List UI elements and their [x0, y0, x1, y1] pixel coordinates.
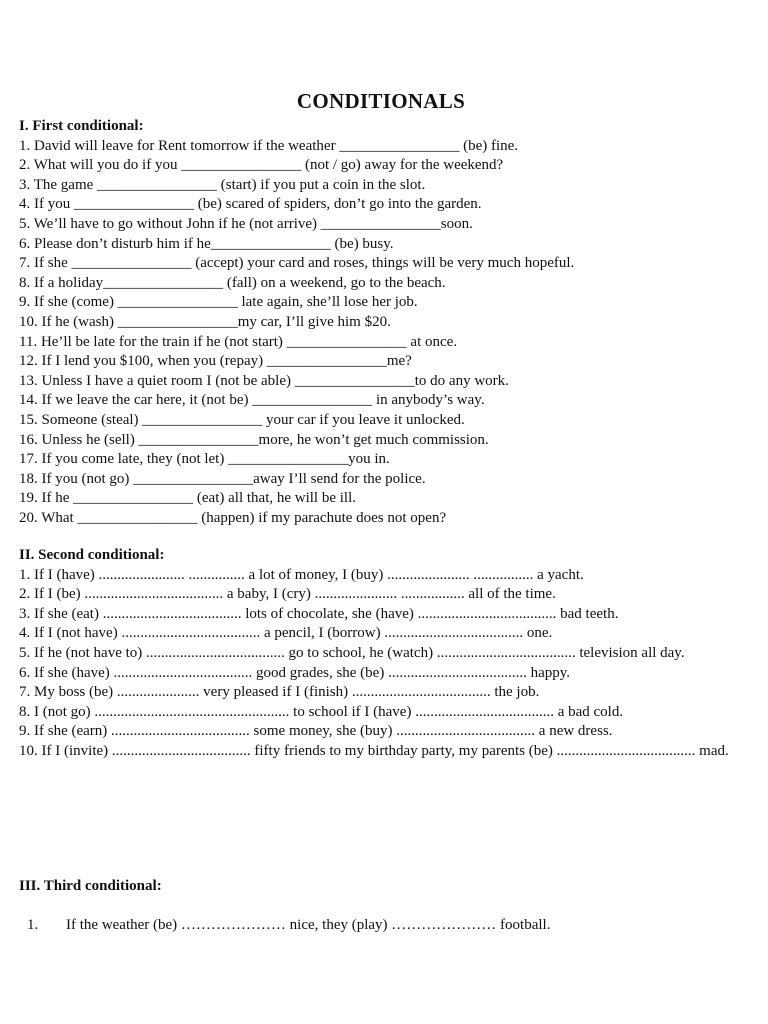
exercise-item: 12. If I lend you $100, when you (repay) ________________me? — [19, 353, 412, 370]
exercise-item: 8. I (not go) .................................................... to school if I (have) ..................................... a bad cold. — [19, 703, 624, 720]
exercise-item: 8. If a holiday________________ (fall) on a weekend, go to the beach. — [19, 274, 446, 291]
exercise-item: 7. If she ________________ (accept) your card and roses, things will be very much hopeful. — [19, 255, 575, 272]
first-conditional-section — [19, 117, 734, 528]
exercise-item: 4. If I (not have) ..................................... a pencil, I (borrow) ..................................... one. — [19, 625, 553, 642]
exercise-item: 5. We’ll have to go without John if he (not arrive) ________________soon. — [19, 215, 473, 232]
exercise-item: 3. If she (eat) ..................................... lots of chocolate, she (have) ..................................... bad teeth. — [19, 605, 619, 622]
exercise-item: 6. If she (have) ..................................... good grades, she (be) ..................................... happy. — [19, 664, 571, 681]
section-heading-third-conditional: III. Third conditional: — [19, 878, 162, 894]
exercise-item: 2. What will you do if you ________________ (not / go) away for the weekend? — [19, 157, 504, 174]
exercise-item: 13. Unless I have a quiet room I (not be able) ________________to do any work. — [19, 372, 509, 389]
exercise-item: 2. If I (be) ..................................... a baby, I (cry) ...................... ................. all of the time. — [19, 586, 556, 603]
exercise-item: 7. My boss (be) ...................... very pleased if I (finish) ..................................... the job. — [19, 684, 540, 701]
exercise-item: 18. If you (not go) ________________away I’ll send for the police. — [19, 470, 426, 487]
item-number: 1. — [27, 917, 39, 933]
section-heading-first-conditional: I. First conditional: — [19, 118, 144, 134]
exercise-item: 14. If we leave the car here, it (not be) ________________ in anybody’s way. — [19, 392, 485, 409]
exercise-item: 10. If he (wash) ________________my car, I’ll give him $20. — [19, 313, 391, 330]
exercise-item: 17. If you come late, they (not let) ________________you in. — [19, 451, 390, 468]
third-conditional-section — [19, 877, 734, 897]
list-item — [27, 915, 550, 935]
section-heading-second-conditional: II. Second conditional: — [19, 547, 165, 563]
exercise-item: 4. If you ________________ (be) scared of spiders, don’t go into the garden. — [19, 196, 482, 213]
exercise-item: 9. If she (earn) ..................................... some money, she (buy) ..................................... a new dress. — [19, 723, 613, 740]
second-conditional-section — [19, 546, 734, 762]
exercise-item: 1. If I (have) ....................... ............... a lot of money, I (buy) ...................... ................ a yacht. — [19, 566, 584, 583]
exercise-item: 11. He’ll be late for the train if he (not start) ________________ at once. — [19, 333, 458, 350]
exercise-item: 3. The game ________________ (start) if you put a coin in the slot. — [19, 176, 426, 193]
exercise-item: 10. If I (invite) ..................................... fifty friends to my birthday party, my parents (be) ..................................... mad. — [19, 742, 729, 759]
exercise-item: 5. If he (not have to) ..................................... go to school, he (watch) ..................................... television all day. — [19, 644, 685, 661]
exercise-item: 9. If she (come) ________________ late again, she’ll lose her job. — [19, 294, 418, 311]
exercise-item: 1. David will leave for Rent tomorrow if the weather ________________ (be) fine. — [19, 137, 519, 154]
exercise-item: If the weather (be) ………………… nice, they (play) ………………… football. — [66, 917, 551, 933]
exercise-item: 16. Unless he (sell) ________________more, he won’t get much commission. — [19, 431, 489, 448]
exercise-item: 20. What ________________ (happen) if my parachute does not open? — [19, 509, 447, 526]
exercise-item: 6. Please don’t disturb him if he________________ (be) busy. — [19, 235, 394, 252]
page-title: CONDITIONALS — [296, 89, 466, 113]
exercise-item: 15. Someone (steal) ________________ your car if you leave it unlocked. — [19, 411, 465, 428]
exercise-item: 19. If he ________________ (eat) all that, he will be ill. — [19, 490, 357, 507]
